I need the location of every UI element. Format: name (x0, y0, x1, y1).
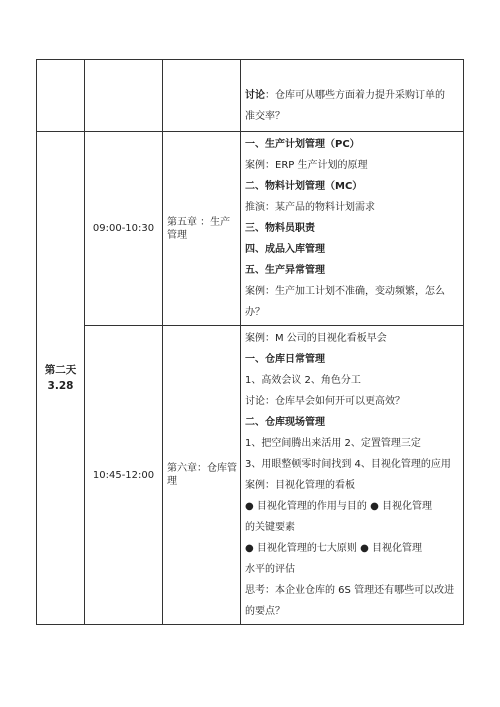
day-cell (37, 132, 85, 625)
day-date: 3.28 (47, 380, 74, 392)
content-line: 二、物料计划管理（MC） (245, 181, 363, 192)
content-line: 案例：M 公司的目视化看板早会 (245, 333, 387, 344)
time-cell: 09:00-10:30 (85, 132, 163, 326)
content-line: 四、成品入库管理 (245, 244, 325, 255)
content-line: ● 目视化管理的七大原则 ● 目视化管理 (245, 543, 422, 554)
content-line: 准交率？ (245, 111, 285, 122)
content-line: 二、仓库现场管理 (245, 417, 325, 428)
content-cell (241, 326, 464, 625)
time-cell: 10:45-12:00 (85, 326, 163, 625)
content-lines (245, 134, 459, 323)
day-cell-empty (37, 60, 85, 132)
table-row (37, 60, 464, 132)
content-line: 推演：某产品的物料计划需求 (245, 202, 375, 213)
schedule-table (36, 59, 464, 625)
content-line: 一、生产计划管理（PC） (245, 139, 360, 150)
content-line: 水平的评估 (245, 564, 295, 575)
content-line: 五、生产异常管理 (245, 265, 325, 276)
content-line: 1、高效会议 2、角色分工 (245, 375, 361, 386)
content-line: 3、用眼整顿零时间找到 4、目视化管理的应用 (245, 459, 451, 470)
chapter-cell: 第五章 ：生产管理 (163, 132, 241, 326)
content-line: 案例：生产加工计划不准确，变动频繁，怎么 (245, 286, 445, 297)
content-line (245, 85, 459, 106)
content-line: 讨论：仓库早会如何开可以更高效？ (245, 396, 405, 407)
content-line: ● 目视化管理的作用与目的 ● 目视化管理 (245, 501, 432, 512)
content-line: 案例：ERP 生产计划的原理 (245, 160, 368, 171)
content-line: 办？ (245, 307, 265, 318)
content-line: 思考：本企业仓库的 6S 管理还有哪些可以改进 (245, 585, 455, 596)
content-line-bold: 讨论 (245, 90, 265, 101)
content-line: 的要点？ (245, 606, 285, 617)
table-row (37, 326, 464, 625)
day-label: 第二天 (44, 364, 77, 376)
chapter-cell-empty (163, 60, 241, 132)
content-cell (241, 60, 464, 132)
content-lines (245, 328, 459, 622)
content-line: 三、物料员职责 (245, 223, 315, 234)
table-row (37, 132, 464, 326)
chapter-cell: 第六章：仓库管理 (163, 326, 241, 625)
content-line: 案例：目视化管理的看板 (245, 480, 355, 491)
time-cell-empty (85, 60, 163, 132)
content-line: 1、把空间腾出来活用 2、定置管理三定 (245, 438, 421, 449)
content-line: 一、仓库日常管理 (245, 354, 325, 365)
content-cell (241, 132, 464, 326)
content-line: 的关键要素 (245, 522, 295, 533)
content-line-rest: ：仓库可从哪些方面着力提升采购订单的 (265, 90, 445, 101)
